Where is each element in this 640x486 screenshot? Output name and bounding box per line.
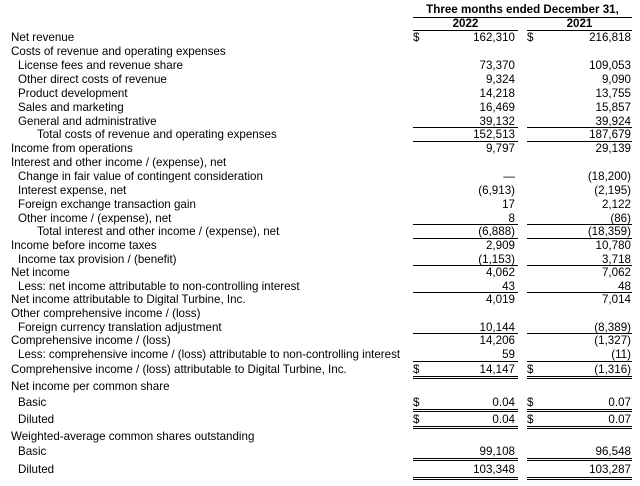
value-2022: 39,132	[479, 115, 515, 128]
value-2022: 103,348	[473, 463, 515, 476]
value-2021: 96,548	[595, 445, 631, 458]
value-2021: 10,780	[595, 239, 631, 252]
row-label: Foreign currency translation adjustment	[18, 321, 222, 334]
row-label: Costs of revenue and operating expenses	[11, 45, 226, 58]
value-2022: 14,147	[479, 363, 515, 376]
total-double-underline	[527, 409, 632, 410]
value-2021: (8,389)	[594, 321, 631, 334]
value-2021: 13,755	[595, 87, 631, 100]
table-row	[0, 45, 640, 59]
row-label: Income tax provision / (benefit)	[18, 253, 177, 266]
table-row	[0, 334, 640, 348]
value-2022: (6,888)	[478, 225, 515, 238]
value-2022: 152,513	[473, 128, 515, 141]
total-double-underline	[527, 426, 632, 427]
total-double-underline	[527, 376, 632, 377]
total-double-underline	[413, 428, 518, 429]
table-row	[0, 184, 640, 198]
value-2022: 4,062	[485, 266, 515, 279]
total-double-underline	[413, 458, 518, 459]
table-row	[0, 430, 640, 444]
value-2022: 17	[502, 198, 515, 211]
row-label: Total interest and other income / (expense), net	[37, 225, 280, 238]
value-2022: 2,909	[485, 239, 515, 252]
row-label: Other income / (expense), net	[18, 212, 172, 225]
value-2021: 103,287	[589, 463, 631, 476]
period-header: Three months ended December 31,	[426, 3, 619, 16]
value-2021: 0.07	[608, 396, 631, 409]
value-2021: 48	[618, 280, 631, 293]
row-label: Product development	[18, 87, 128, 100]
row-label: Income from operations	[11, 142, 133, 155]
table-row	[0, 142, 640, 156]
row-label: Interest and other income / (expense), net	[11, 156, 227, 169]
currency-symbol: $	[527, 31, 534, 44]
row-label: Net income per common share	[11, 380, 170, 393]
total-double-underline	[413, 479, 518, 480]
table-row	[0, 87, 640, 101]
value-2022: (1,153)	[478, 253, 515, 266]
total-double-underline	[413, 376, 518, 377]
value-2022: 16,469	[479, 101, 515, 114]
table-row	[0, 463, 640, 477]
row-label: Net income attributable to Digital Turbine, Inc.	[11, 293, 246, 306]
row-label: Income before income taxes	[11, 239, 157, 252]
value-2022: 14,206	[479, 334, 515, 347]
value-2022: 4,019	[485, 293, 515, 306]
row-label: Other direct costs of revenue	[18, 73, 167, 86]
value-2021: (1,316)	[594, 363, 631, 376]
subtotal-underline	[527, 361, 632, 362]
value-2021: 29,139	[595, 142, 631, 155]
value-2022: (6,913)	[478, 184, 515, 197]
table-row	[0, 31, 640, 45]
value-2021: 3,718	[601, 253, 631, 266]
row-label: Comprehensive income / (loss)	[11, 334, 171, 347]
value-2022: 14,218	[479, 87, 515, 100]
currency-symbol: $	[413, 396, 420, 409]
value-2021: (2,195)	[594, 184, 631, 197]
value-2022: 8	[508, 212, 515, 225]
table-row	[0, 363, 640, 377]
total-double-underline	[413, 426, 518, 427]
value-2022: 9,797	[485, 142, 515, 155]
value-2021: (18,359)	[587, 225, 631, 238]
row-label: Sales and marketing	[18, 101, 124, 114]
table-row	[0, 445, 640, 459]
row-label: Net revenue	[11, 31, 75, 44]
table-row	[0, 266, 640, 280]
table-row	[0, 73, 640, 87]
row-label: Change in fair value of contingent consideration	[18, 170, 263, 183]
total-double-underline	[413, 460, 518, 461]
value-2021: 39,924	[595, 115, 631, 128]
value-2021: (1,327)	[594, 334, 631, 347]
row-label: Other comprehensive income / (loss)	[11, 307, 201, 320]
currency-symbol: $	[413, 413, 420, 426]
row-label: Less: net income attributable to non-controlling interest	[18, 280, 300, 293]
row-label: Diluted	[18, 413, 55, 426]
total-double-underline	[527, 378, 632, 379]
table-row	[0, 380, 640, 394]
value-2022: 59	[502, 348, 515, 361]
year-2022-header: 2022	[452, 17, 479, 30]
value-2022: 9,324	[485, 73, 515, 86]
value-2021: (18,200)	[587, 170, 631, 183]
row-label: License fees and revenue share	[18, 59, 184, 72]
currency-symbol: $	[413, 363, 420, 376]
value-2022: 99,108	[479, 445, 515, 458]
row-label: Less: comprehensive income / (loss) attributable to non-controlling interest	[18, 348, 401, 361]
table-row	[0, 396, 640, 410]
table-row	[0, 225, 640, 239]
row-label: Basic	[18, 445, 47, 458]
subtotal-underline	[413, 361, 518, 362]
table-row	[0, 170, 640, 184]
total-double-underline	[413, 378, 518, 379]
table-row	[0, 413, 640, 427]
value-2022: 10,144	[479, 321, 515, 334]
value-2022: 73,370	[479, 59, 515, 72]
row-label: Interest expense, net	[18, 184, 127, 197]
row-label: Basic	[18, 396, 47, 409]
value-2021: 109,053	[589, 59, 631, 72]
value-2021: 187,679	[589, 128, 631, 141]
table-row	[0, 198, 640, 212]
value-2021: 2,122	[601, 198, 631, 211]
row-label: Comprehensive income / (loss) attributable to Digital Turbine, Inc.	[11, 363, 347, 376]
total-double-underline	[527, 479, 632, 480]
currency-symbol: $	[527, 396, 534, 409]
value-2021: 7,014	[601, 293, 631, 306]
value-2022: 0.04	[492, 413, 515, 426]
table-row	[0, 293, 640, 307]
year-2021-header: 2021	[566, 17, 593, 30]
total-double-underline	[413, 409, 518, 410]
row-label: Total costs of revenue and operating expenses	[37, 128, 277, 141]
total-double-underline	[527, 477, 632, 478]
row-label: Diluted	[18, 463, 55, 476]
row-label: Foreign exchange transaction gain	[18, 198, 196, 211]
value-2021: 15,857	[595, 101, 631, 114]
currency-symbol: $	[413, 31, 420, 44]
total-double-underline	[413, 477, 518, 478]
value-2021: (11)	[611, 348, 631, 361]
row-label: General and administrative	[18, 115, 157, 128]
value-2021: 0.07	[608, 413, 631, 426]
table-row	[0, 101, 640, 115]
total-double-underline	[527, 458, 632, 459]
row-label: Net income	[11, 266, 70, 279]
table-row	[0, 128, 640, 142]
value-2021: (86)	[610, 212, 631, 225]
table-row	[0, 348, 640, 362]
row-label: Weighted-average common shares outstanding	[11, 430, 255, 443]
currency-symbol: $	[527, 363, 534, 376]
table-row	[0, 307, 640, 321]
value-2021: 7,062	[601, 266, 631, 279]
currency-symbol: $	[527, 413, 534, 426]
value-2022: —	[503, 170, 515, 183]
table-row	[0, 156, 640, 170]
total-double-underline	[527, 460, 632, 461]
value-2022: 43	[502, 280, 515, 293]
total-double-underline	[527, 428, 632, 429]
value-2022: 162,310	[473, 31, 515, 44]
value-2021: 9,090	[601, 73, 631, 86]
total-double-underline	[527, 411, 632, 412]
value-2021: 216,818	[589, 31, 631, 44]
table-row	[0, 59, 640, 73]
total-double-underline	[413, 411, 518, 412]
value-2022: 0.04	[492, 396, 515, 409]
table-row	[0, 239, 640, 253]
